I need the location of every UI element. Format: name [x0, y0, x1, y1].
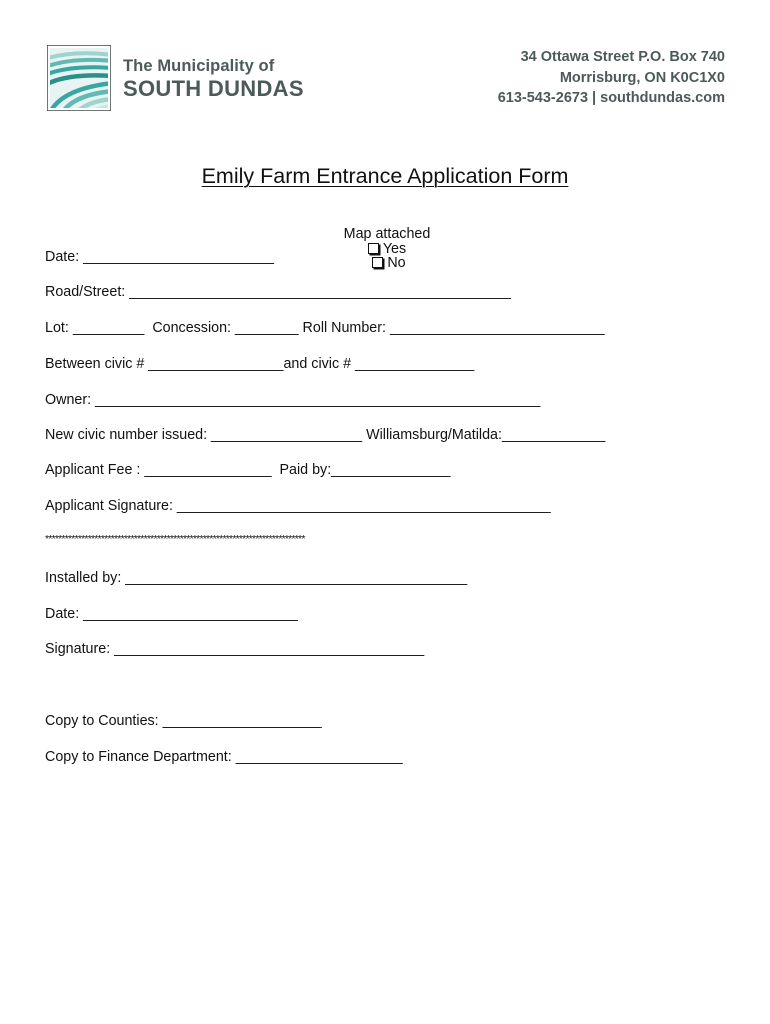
address-line2: Morrisburg, ON K0C1X0 [559, 69, 725, 86]
org-name [123, 58, 304, 100]
yes-label: Yes [382, 240, 411, 257]
no-checkbox[interactable] [372, 257, 383, 268]
form-title: Emily Farm Entrance Application Form [201, 164, 569, 188]
no-label: No [387, 254, 406, 271]
civic-range-field[interactable]: Between civic # _________________and civic # _______________ [45, 356, 475, 372]
applicant-signature-field[interactable]: Applicant Signature: _______________________________________________ [45, 498, 551, 514]
address-line1: 34 Ottawa Street P.O. Box 740 [520, 49, 725, 65]
applicant-fee-field[interactable]: Applicant Fee : ________________ Paid by:_______________ [45, 462, 451, 478]
signature-field[interactable]: Signature: _______________________________________ [45, 641, 425, 657]
owner-field[interactable]: Owner: ________________________________________________________ [45, 392, 541, 408]
address-block [498, 47, 725, 109]
map-attached-label: Map attached [343, 226, 435, 243]
road-street-field[interactable]: Road/Street: ________________________________________________ [45, 284, 511, 300]
lot-concession-roll-field[interactable]: Lot: _________ Concession: ________ Roll Number: ___________________________ [45, 320, 605, 336]
copy-to-finance-field[interactable]: Copy to Finance Department: _____________________ [45, 749, 403, 765]
org-name-line2: SOUTH DUNDAS [123, 75, 304, 101]
new-civic-number-field[interactable]: New civic number issued: ___________________ Williamsburg/Matilda:_____________ [45, 427, 606, 443]
address-line3: 613-543-2673 | southdundas.com [497, 90, 725, 106]
yes-checkbox[interactable] [368, 243, 379, 254]
municipality-logo [47, 45, 111, 111]
installed-by-field[interactable]: Installed by: ___________________________________________ [45, 570, 468, 586]
install-date-field[interactable]: Date: ___________________________ [45, 606, 298, 622]
org-name-line1: The Municipality of [123, 57, 275, 75]
date-field[interactable]: Date: ________________________ [45, 249, 274, 265]
separator: ******************************************************************************* [45, 533, 305, 545]
copy-to-counties-field[interactable]: Copy to Counties: ____________________ [45, 713, 322, 729]
